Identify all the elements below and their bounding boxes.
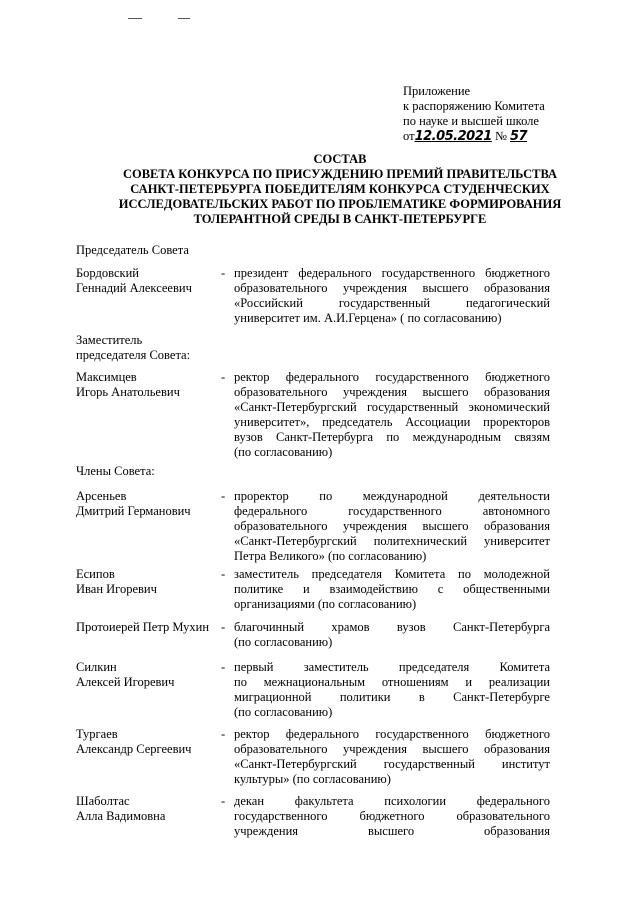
dash: -: [221, 727, 226, 741]
appendix-date-line: [403, 129, 633, 144]
member-description: ректор федерального государственного бюджетного образовательного учреждения высшего образования «Санкт-Петербургский государственный институт культуры» (по согласованию): [234, 727, 550, 786]
appendix-header: [403, 84, 633, 144]
member-name: Силкин Алексей Игоревич: [76, 660, 175, 689]
handwritten-number: 57: [510, 129, 528, 144]
member-description: декан факультета психологии федерального государственного бюджетного образовательного учреждения высшего образования: [234, 794, 550, 838]
title-line2: СОВЕТА КОНКУРСА ПО ПРИСУЖДЕНИЮ ПРЕМИЙ ПРАВИТЕЛЬСТВА: [122, 167, 558, 181]
document-title: [60, 152, 620, 227]
dash: -: [221, 489, 226, 503]
scan-artifact: [120, 18, 210, 24]
member-name: Есипов Иван Игоревич: [76, 567, 157, 596]
dash: -: [221, 370, 226, 384]
appendix-line1: Приложение: [403, 84, 471, 98]
member-name: Протоиерей Петр Мухин: [76, 620, 210, 634]
member-name: Максимцев Игорь Анатольевич: [76, 370, 180, 399]
appendix-line2: к распоряжению Комитета: [403, 99, 545, 113]
section-chair: Председатель Совета: [76, 243, 189, 257]
dash: -: [221, 266, 226, 280]
title-line3: САНКТ-ПЕТЕРБУРГА ПОБЕДИТЕЛЯМ КОНКУРСА СТУДЕНЧЕСКИХ: [130, 182, 550, 196]
appendix-line3: по науке и высшей школе: [403, 114, 539, 128]
member-description: первый заместитель председателя Комитета по межнациональным отношениям и реализации миграционной политики в Санкт-Петербурге (по согласованию): [234, 660, 550, 719]
member-description: заместитель председателя Комитета по молодежной политике и взаимодействию с общественными организациями (по согласованию): [234, 567, 550, 611]
member-name: Бордовский Геннадий Алексеевич: [76, 266, 192, 295]
member-name: Шаболтас Алла Вадимовна: [76, 794, 166, 823]
title-line4: ИССЛЕДОВАТЕЛЬСКИХ РАБОТ ПО ПРОБЛЕМАТИКЕ ФОРМИРОВАНИЯ: [118, 197, 562, 211]
member-description: благочинный храмов вузов Санкт-Петербурга (по согласованию): [234, 620, 550, 649]
title-line1: СОСТАВ: [313, 152, 367, 166]
number-prefix: №: [494, 129, 507, 143]
section-deputy: Заместитель председателя Совета:: [76, 333, 191, 362]
title-line5: ТОЛЕРАНТНОЙ СРЕДЫ В САНКТ-ПЕТЕРБУРГЕ: [193, 212, 487, 226]
dash: -: [221, 794, 226, 808]
handwritten-date: 12.05.2021: [414, 129, 492, 144]
member-name: Тургаев Александр Сергеевич: [76, 727, 192, 756]
member-name: Арсеньев Дмитрий Германович: [76, 489, 191, 518]
dash: -: [221, 660, 226, 674]
member-description: президент федерального государственного бюджетного образовательного учреждения высшего образования «Российский государственный педагогический университет им. А.И.Герцена» ( по согласованию): [234, 266, 550, 325]
date-prefix: от: [403, 129, 415, 143]
section-members: Члены Совета:: [76, 464, 155, 478]
dash: -: [221, 567, 226, 581]
member-description: ректор федерального государственного бюджетного образовательного учреждения высшего образования «Санкт-Петербургский государственный экономический университет», председатель Ассоциации проректоров вузов Санкт-Петербурга по международным связям (по согласованию): [234, 370, 550, 459]
member-description: проректор по международной деятельности федерального государственного автономного образовательного учреждения высшего образования «Санкт-Петербургский политехнический университет Петра Великого» (по согласованию): [234, 489, 550, 563]
dash: -: [221, 620, 226, 634]
